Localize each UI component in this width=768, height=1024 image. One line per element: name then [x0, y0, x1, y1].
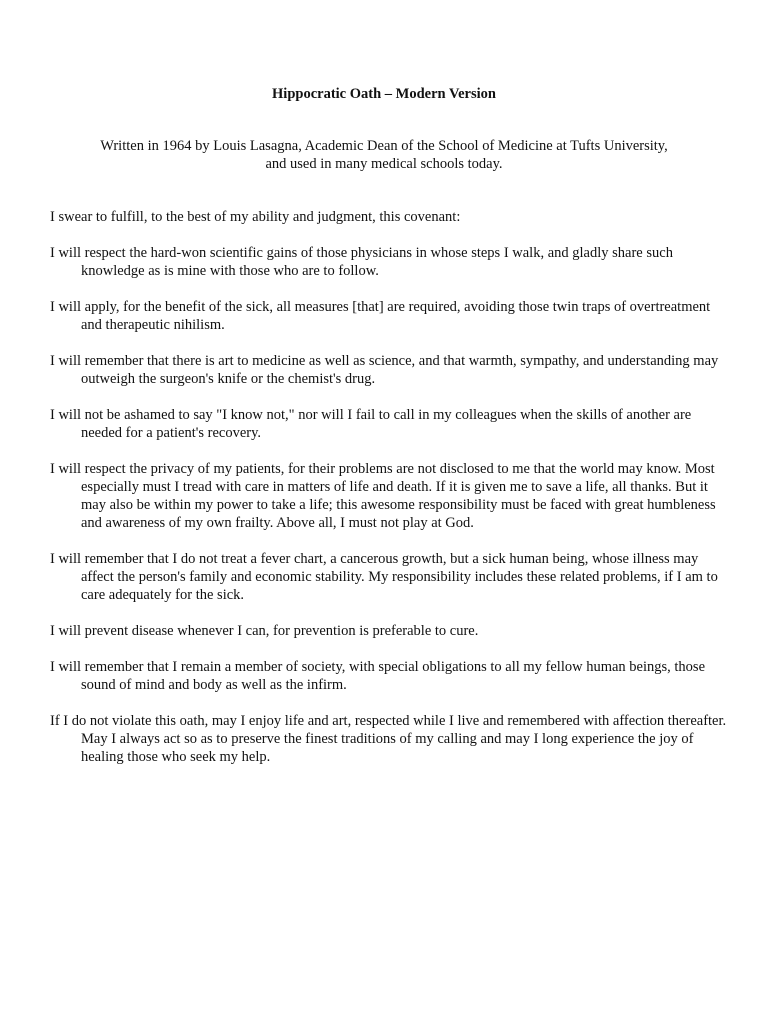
- subtitle-line-2: and used in many medical schools today.: [265, 156, 503, 172]
- oath-paragraph-prevention: I will prevent disease whenever I can, for prevention is preferable to cure.: [50, 623, 479, 639]
- oath-paragraph-member-of-society: I will remember that I remain a member of society, with special obligations to all my fellow human beings, those sound of mind and body as well as the infirm.: [50, 659, 706, 693]
- oath-paragraph-privacy: I will respect the privacy of my patients, for their problems are not disclosed to me that the world may know. Most especially must I tread with care in matters of life and death. If it is given me to save a life, all thanks. But it may also be within my power to take a life; this awesome responsibility must be faced with great humbleness and awareness of my own frailty. Above all, I must not play at God.: [50, 461, 716, 531]
- subtitle-line-1: Written in 1964 by Louis Lasagna, Academic Dean of the School of Medicine at Tufts University,: [100, 138, 668, 154]
- oath-paragraph-i-know-not: I will not be ashamed to say "I know not," nor will I fail to call in my colleagues when the skills of another are needed for a patient's recovery.: [50, 407, 692, 441]
- oath-paragraph-closing: If I do not violate this oath, may I enjoy life and art, respected while I live and remembered with affection thereafter. May I always act so as to preserve the finest traditions of my calling and may I long experience the joy of healing those who seek my help.: [50, 713, 727, 765]
- oath-body: [50, 208, 730, 784]
- oath-paragraph-sick-human-being: I will remember that I do not treat a fever chart, a cancerous growth, but a sick human being, whose illness may affect the person's family and economic stability. My responsibility includes these related problems, if I am to care adequately for the sick.: [50, 551, 718, 603]
- document-title: Hippocratic Oath – Modern Version: [272, 86, 496, 102]
- oath-paragraph-scientific-gains: I will respect the hard-won scientific gains of those physicians in whose steps I walk, and gladly share such knowledge as is mine with those who are to follow.: [50, 245, 673, 279]
- document-subtitle: [0, 137, 768, 173]
- oath-paragraph-covenant: I swear to fulfill, to the best of my ability and judgment, this covenant:: [50, 209, 461, 225]
- oath-paragraph-benefit-of-sick: I will apply, for the benefit of the sick, all measures [that] are required, avoiding those twin traps of overtreatment and therapeutic nihilism.: [50, 299, 711, 333]
- oath-paragraph-art-of-medicine: I will remember that there is art to medicine as well as science, and that warmth, sympathy, and understanding may outweigh the surgeon's knife or the chemist's drug.: [50, 353, 719, 387]
